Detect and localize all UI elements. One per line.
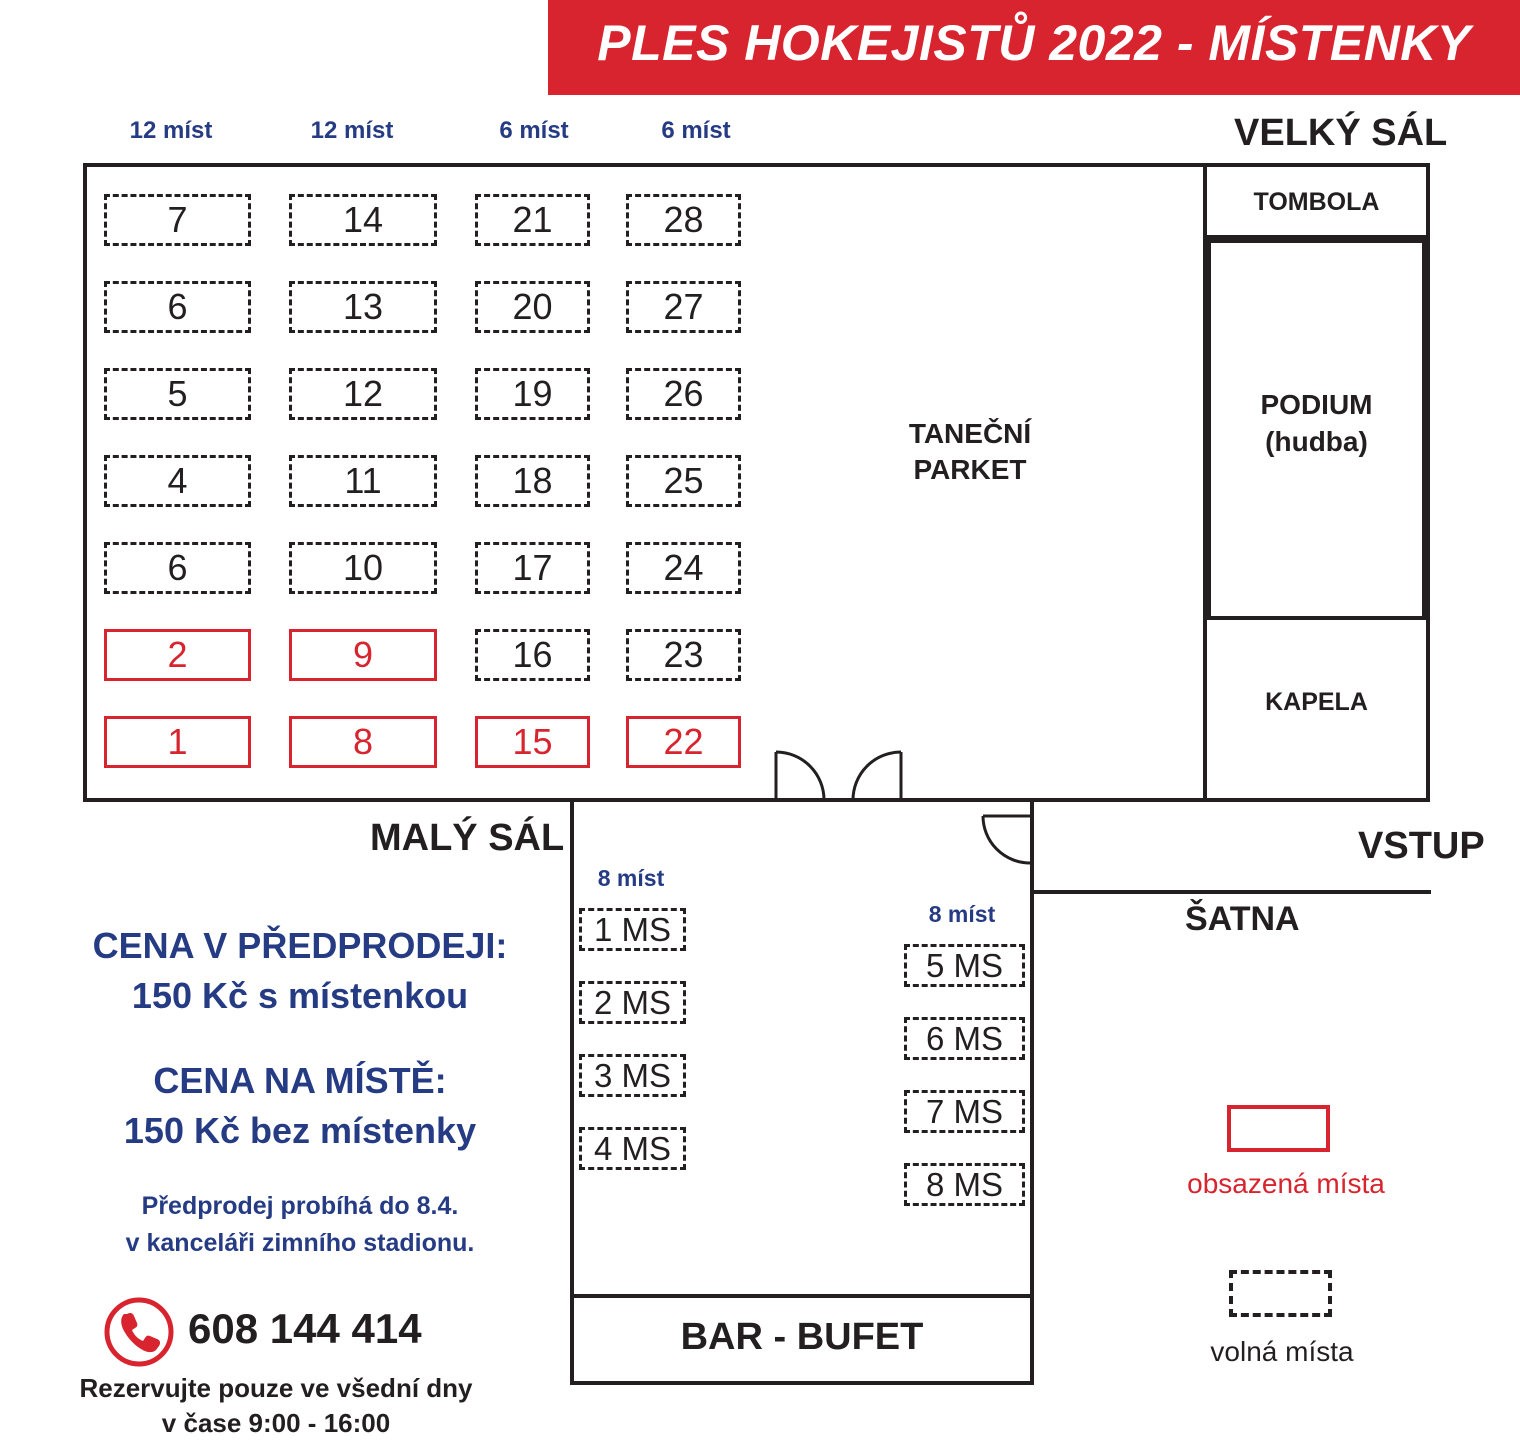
- room-podium-sub: (hudba): [1265, 426, 1368, 457]
- room-vstup: VSTUP: [1358, 825, 1485, 867]
- phone-icon: [103, 1296, 175, 1368]
- room-maly-sal: MALÝ SÁL: [370, 817, 565, 859]
- table-free: 7: [104, 194, 251, 246]
- table-occupied: 2: [104, 629, 251, 681]
- onsite-title: CENA NA MÍSTĚ:: [153, 1060, 447, 1101]
- ms-table: 4 MS: [579, 1127, 686, 1170]
- ms-table: 6 MS: [904, 1017, 1025, 1060]
- table-free: 11: [289, 455, 437, 507]
- capacity-ms-left: 8 míst: [597, 865, 665, 891]
- capacity-col1: 12 míst: [129, 117, 213, 144]
- room-kapela: KAPELA: [1265, 688, 1368, 716]
- room-bar: BAR - BUFET: [680, 1316, 924, 1358]
- table-free: 13: [289, 281, 437, 333]
- table-free: 25: [626, 455, 741, 507]
- presale-note-1: Předprodej probíhá do 8.4.: [141, 1192, 459, 1220]
- table-free: 28: [626, 194, 741, 246]
- table-occupied: 8: [289, 716, 437, 768]
- page-title: PLES HOKEJISTŮ 2022 - MÍSTENKY: [597, 15, 1471, 71]
- room-satna: ŠATNA: [1185, 900, 1300, 938]
- table-free: 19: [475, 368, 590, 420]
- capacity-ms-right: 8 míst: [928, 901, 996, 927]
- presale-title: CENA V PŘEDPRODEJI:: [92, 925, 508, 966]
- reservation-note-2: v čase 9:00 - 16:00: [161, 1408, 391, 1438]
- table-free: 23: [626, 629, 741, 681]
- table-occupied: 22: [626, 716, 741, 768]
- presale-note-2: v kanceláři zimního stadionu.: [125, 1229, 475, 1257]
- ms-table: 8 MS: [904, 1163, 1025, 1206]
- capacity-col3: 6 míst: [499, 117, 569, 144]
- table-occupied: 1: [104, 716, 251, 768]
- ms-table: 1 MS: [579, 908, 686, 951]
- table-free: 10: [289, 542, 437, 594]
- ms-table: 5 MS: [904, 944, 1025, 987]
- door-right-icon: [853, 752, 901, 800]
- ms-table: 7 MS: [904, 1090, 1025, 1133]
- room-velky-sal: VELKÝ SÁL: [1234, 112, 1448, 154]
- onsite-price: 150 Kč bez místenky: [123, 1110, 477, 1151]
- reservation-note-1: Rezervujte pouze ve všední dny: [79, 1373, 473, 1403]
- legend-occupied-label: obsazená místa: [1187, 1168, 1385, 1199]
- dance-floor-label: TANEČNÍ: [908, 418, 1032, 449]
- capacity-col4: 6 míst: [661, 117, 731, 144]
- table-free: 27: [626, 281, 741, 333]
- table-free: 24: [626, 542, 741, 594]
- table-free: 21: [475, 194, 590, 246]
- legend-free-label: volná místa: [1210, 1336, 1354, 1367]
- legend-free-swatch: [1229, 1270, 1332, 1317]
- table-free: 4: [104, 455, 251, 507]
- table-free: 17: [475, 542, 590, 594]
- room-tombola: TOMBOLA: [1253, 188, 1380, 216]
- table-free: 14: [289, 194, 437, 246]
- ms-table: 2 MS: [579, 981, 686, 1024]
- table-free: 6: [104, 281, 251, 333]
- table-free: 6: [104, 542, 251, 594]
- table-occupied: 15: [475, 716, 590, 768]
- phone-number: 608 144 414: [188, 1305, 422, 1352]
- table-occupied: 9: [289, 629, 437, 681]
- capacity-col2: 12 míst: [310, 117, 394, 144]
- table-free: 18: [475, 455, 590, 507]
- entrance-wall: [1030, 890, 1431, 894]
- table-free: 5: [104, 368, 251, 420]
- ms-table: 3 MS: [579, 1054, 686, 1097]
- room-podium: PODIUM: [1260, 389, 1373, 420]
- bar-divider: [570, 1294, 1034, 1298]
- table-free: 20: [475, 281, 590, 333]
- presale-price: 150 Kč s místenkou: [131, 975, 469, 1016]
- table-free: 12: [289, 368, 437, 420]
- dance-floor-label-2: PARKET: [913, 454, 1027, 485]
- legend-occupied-swatch: [1227, 1105, 1330, 1152]
- table-free: 26: [626, 368, 741, 420]
- door-left-icon: [776, 752, 824, 800]
- table-free: 16: [475, 629, 590, 681]
